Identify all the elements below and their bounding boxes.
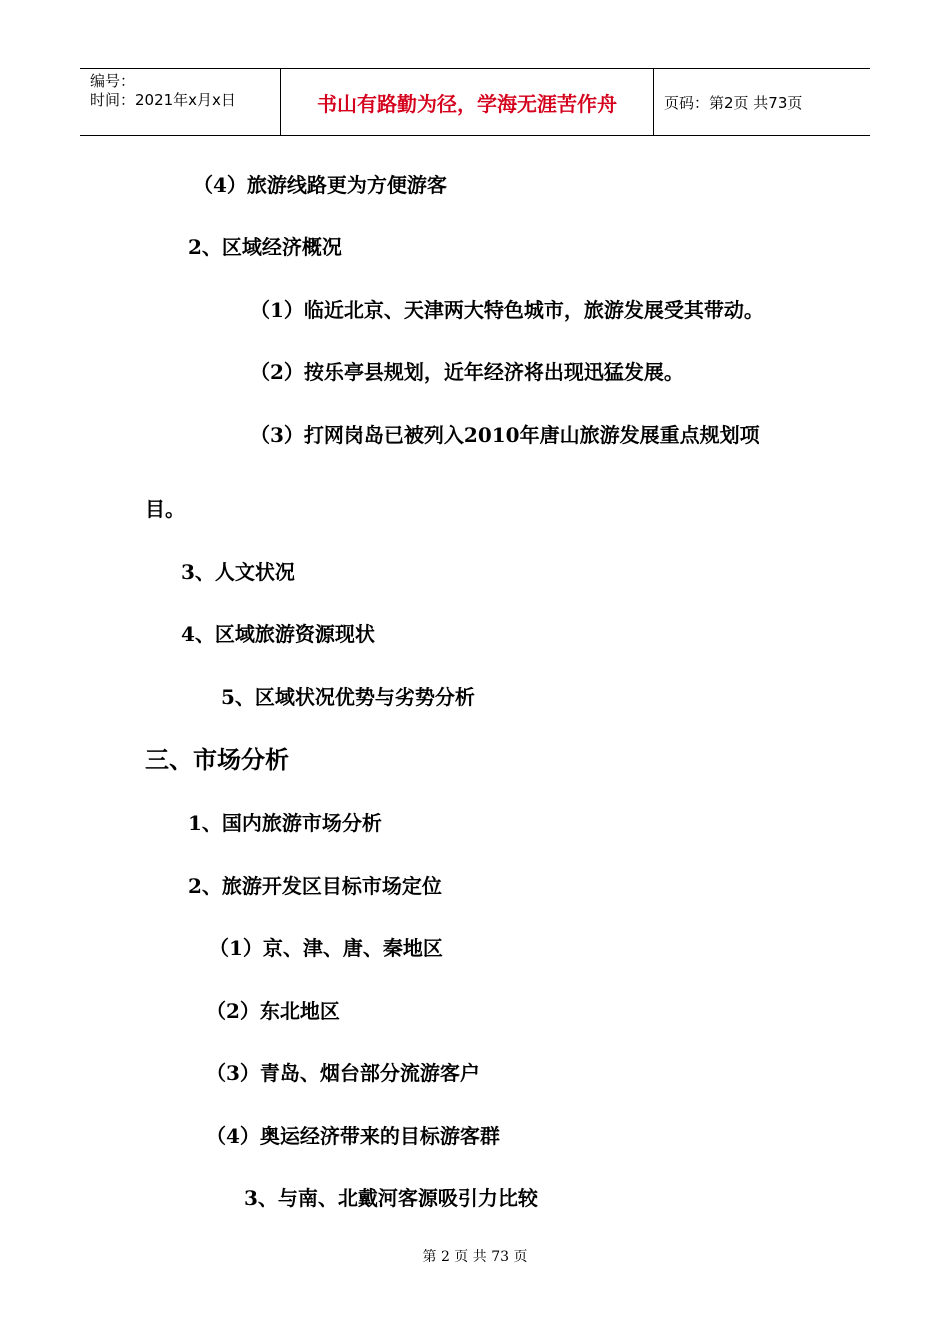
outline-item: （4）奥运经济带来的目标游客群 <box>206 1124 500 1148</box>
outline-item: （1）临近北京、天津两大特色城市，旅游发展受其带动。 <box>250 298 764 322</box>
header-meta <box>80 69 281 135</box>
outline-item: （4）旅游线路更为方便游客 <box>193 173 447 197</box>
outline-item: （2）按乐亭县规划，近年经济将出现迅猛发展。 <box>250 360 684 384</box>
outline-item: 3、人文状况 <box>181 560 295 584</box>
outline-item: 4、区域旅游资源现状 <box>181 622 375 646</box>
outline-item: （1）京、津、唐、秦地区 <box>209 936 443 960</box>
outline-item: 2、区域经济概况 <box>188 235 342 259</box>
outline-item: （3）打网岗岛已被列入2010年唐山旅游发展重点规划项 <box>250 423 760 447</box>
outline-item: 目。 <box>145 497 185 521</box>
page-header <box>80 68 870 136</box>
doc-date-label: 时间：2021年x月x日 <box>90 91 236 109</box>
outline-item: 2、旅游开发区目标市场定位 <box>188 874 442 898</box>
header-page-info: 页码：第2页 共73页 <box>664 93 803 112</box>
doc-number-label: 编号： <box>90 72 136 90</box>
outline-item: 5、区域状况优势与劣势分析 <box>221 685 475 709</box>
page-footer: 第 2 页 共 73 页 <box>422 1249 528 1265</box>
outline-item: （2）东北地区 <box>206 999 340 1023</box>
outline-item: 3、与南、北戴河客源吸引力比较 <box>244 1186 538 1210</box>
section-heading: 三、市场分析 <box>145 745 289 774</box>
outline-item: （3）青岛、烟台部分流游客户 <box>206 1061 480 1085</box>
outline-item: 1、国内旅游市场分析 <box>188 811 382 835</box>
header-motto: 书山有路勤为径，学海无涯苦作舟 <box>281 69 654 135</box>
